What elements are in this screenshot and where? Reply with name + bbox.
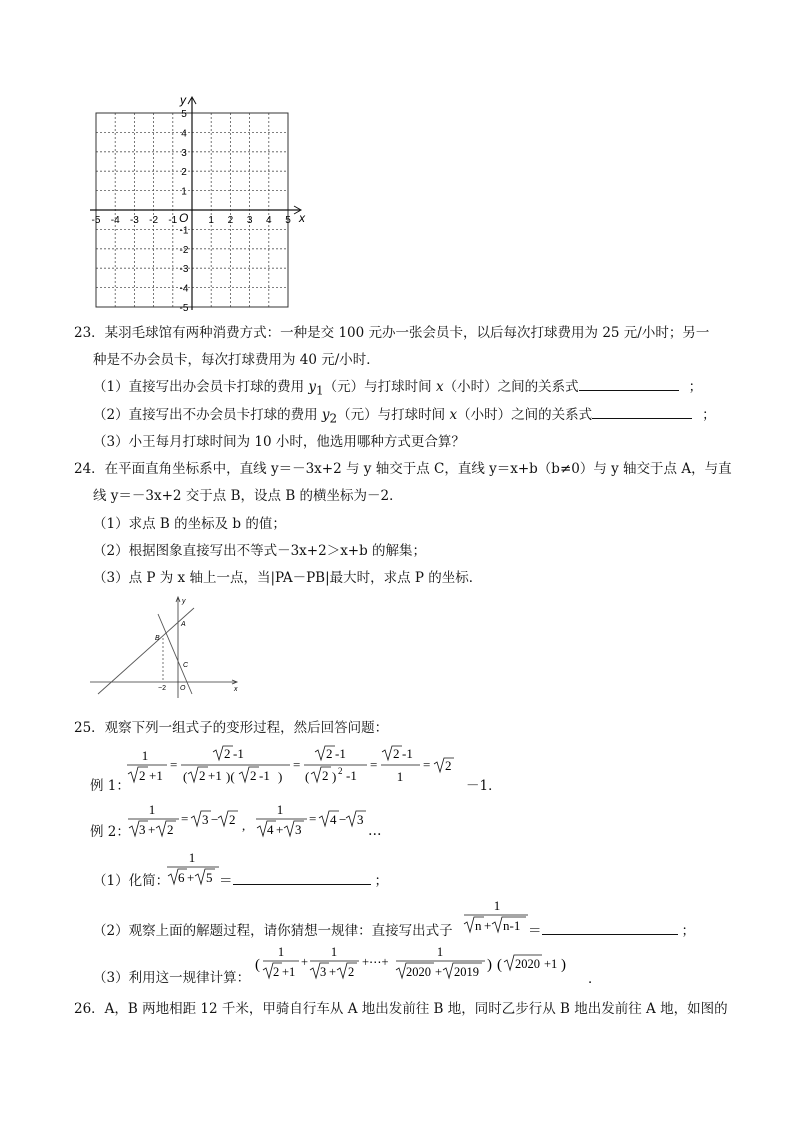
q25-part2-fraction <box>462 896 532 938</box>
q25-ex1-equation <box>125 744 465 792</box>
p3-mult-rad: 2020 <box>515 957 540 971</box>
q23-p1-text-b: （元）与打球时间 <box>323 379 436 395</box>
q23-p2-text-b: （元）与打球时间 <box>337 407 450 423</box>
ex2-comma: , <box>242 818 246 833</box>
q23-part2 <box>93 406 716 428</box>
x-tick-label: -3 <box>129 215 139 226</box>
q23-p2-text-a: （2）直接写出不办会员卡打球的费用 <box>93 407 322 423</box>
q24-label-y: y <box>182 598 186 605</box>
p1-num: 1 <box>188 850 196 865</box>
p3-f1-den-b: +1 <box>282 965 296 979</box>
q25-ex1-label: 例 1： <box>90 778 130 794</box>
svg-text:(: ( <box>305 769 310 784</box>
x-tick-label: 5 <box>285 215 291 226</box>
ex1-f2-den-rad-a: 2 <box>199 768 206 783</box>
p2-num: 1 <box>493 898 501 913</box>
y-tick-label: 5 <box>181 109 187 120</box>
p3-f2-num: 1 <box>330 945 338 959</box>
ex2-f1-num: 1 <box>148 802 156 817</box>
y-tick-label: -5 <box>179 303 189 312</box>
ex1-eq3: = <box>370 757 378 772</box>
q23-p1-sub: 1 <box>316 383 324 398</box>
p3-f3-den-a: 2020 <box>406 965 431 979</box>
q23-p2-x: x <box>449 407 458 423</box>
ex2-f2-den-b: 3 <box>295 822 302 837</box>
x-tick-label: 3 <box>246 215 253 226</box>
y-tick-label: 2 <box>181 167 187 179</box>
svg-text:)(: )( <box>226 769 235 784</box>
x-tick-label: 4 <box>266 215 272 226</box>
q25-ex2-equation <box>125 800 385 842</box>
ex1-f2-den-m1: -1 <box>259 768 270 783</box>
y-tick-label: -3 <box>179 264 189 276</box>
q25-p1-end: ； <box>374 873 388 889</box>
p2-den-a: n <box>475 918 482 933</box>
q23-part3: （3）小王每月打球时间为 10 小时，他选用哪种方式更合算？ <box>93 434 465 450</box>
ex1-f3-den-rad: 2 <box>322 768 329 783</box>
q23-p2-answer-blank[interactable] <box>592 418 692 419</box>
q23-p1-answer-blank[interactable] <box>579 390 679 391</box>
q25-part1-label: （1）化简： <box>93 873 170 889</box>
p3-f3-num: 1 <box>436 945 444 959</box>
p3-plus1: + <box>301 955 309 969</box>
ex2-f2-num: 1 <box>276 802 284 817</box>
ex2-f1-plus: + <box>148 822 156 837</box>
ex1-f2-num-rad: 2 <box>224 746 231 761</box>
ex1-f3-den-sq: 2 <box>338 766 343 776</box>
p3-f1-num: 1 <box>277 945 285 959</box>
q25-p1-answer-blank[interactable] <box>233 884 371 885</box>
q23-line1: 23．某羽毛球馆有两种消费方式：一种是交 100 元办一张会员卡，以后每次打球费用为 25 元/小时；另一 <box>74 325 710 341</box>
coordinate-grid-figure <box>86 92 308 312</box>
y-axis-label: y <box>180 93 186 107</box>
ex2-eq2: = <box>309 811 317 826</box>
ex1-f4-den: 1 <box>396 769 404 784</box>
p3-dots: +⋯+ <box>362 955 389 969</box>
q23-p1-end: ； <box>688 379 703 395</box>
y-tick-label: -1 <box>179 225 189 237</box>
svg-text:): ) <box>278 769 283 784</box>
p3-f2-den-b: 2 <box>348 965 355 979</box>
q24-label-A: A <box>181 621 186 628</box>
p3-f1-den-a: 2 <box>273 965 280 979</box>
q24-line2: 线 y＝－3x+2 交于点 B，设点 B 的横坐标为－2． <box>93 488 403 504</box>
y-tick-label: 4 <box>181 128 187 140</box>
q24-part3: （3）点 P 为 x 轴上一点，当|PA－PB|最大时，求点 P 的坐标． <box>93 570 483 586</box>
ex1-eq2: = <box>293 757 301 772</box>
ex1-f2-den-p1: +1 <box>208 768 222 783</box>
origin-label: O <box>179 211 189 225</box>
q24-label-neg2: −2 <box>158 685 166 692</box>
q25-part3-expression <box>253 942 593 986</box>
q25-part3-end: ． <box>588 971 602 987</box>
p3-f2-den-a: 3 <box>320 965 327 979</box>
p3-f3-plus: + <box>435 965 443 979</box>
q25-part1-answer <box>219 872 388 890</box>
x-axis-label: x <box>299 211 305 225</box>
p3-f2-plus: + <box>329 965 337 979</box>
ex2-f2-den-a: 4 <box>267 822 274 837</box>
ex1-f3-den-m1: -1 <box>346 768 357 783</box>
svg-text:(: ( <box>497 957 502 973</box>
ex1-f3-num-m1: -1 <box>335 746 346 761</box>
p2-den-plus: + <box>484 918 492 933</box>
x-tick-label: -4 <box>110 215 120 226</box>
ex1-f1-den-rad: 2 <box>139 768 146 783</box>
ex1-f4-num-m1: -1 <box>402 746 413 761</box>
q24-label-B: B <box>155 635 160 642</box>
y-tick-label: -4 <box>179 283 189 295</box>
ex2-r1-minus: − <box>211 812 219 827</box>
q23-p2-text-c: （小时）之间的关系式 <box>457 407 593 423</box>
ex1-f2-num-m1: -1 <box>233 746 244 761</box>
svg-text:): ) <box>332 769 337 784</box>
q25-p2-answer-blank[interactable] <box>542 934 678 935</box>
q23-p2-end: ； <box>702 407 716 423</box>
ex2-r2-b: 3 <box>357 812 364 827</box>
ex1-f1-num: 1 <box>141 748 149 763</box>
q24-label-x: x <box>234 686 238 693</box>
svg-text:): ) <box>487 957 492 973</box>
q23-p2-var: y <box>321 407 330 423</box>
ex2-f1-den-a: 3 <box>139 822 146 837</box>
q25-ex2-label: 例 2： <box>90 824 130 840</box>
q24-line1: 24．在平面直角坐标系中，直线 y＝－3x+2 与 y 轴交于点 C，直线 y＝x+b（b≠0）与 y 轴交于点 A，与直 <box>74 461 732 477</box>
q23-p1-x: x <box>435 379 444 395</box>
p3-mult-plus1: +1 <box>544 957 558 971</box>
q23-line2: 种是不办会员卡，每次打球费用为 40 元/小时． <box>93 352 380 368</box>
q24-label-C: C <box>183 662 189 669</box>
line-y-eq-x-plus-b <box>98 608 194 694</box>
q24-lines-figure <box>88 594 244 704</box>
p2-den-b: n-1 <box>503 918 521 933</box>
q24-part2: （2）根据图象直接写出不等式－3x+2＞x+b 的解集； <box>93 543 427 559</box>
q25-p2-end: ； <box>681 923 695 939</box>
ex1-eq4: = <box>423 757 431 772</box>
q23-p1-var: y <box>308 379 317 395</box>
q25-ex1-tail: －1． <box>466 778 502 794</box>
q25-part2-text: （2）观察上面的解题过程，请你猜想一规律：直接写出式子 <box>93 923 453 939</box>
q23-part1 <box>93 378 702 400</box>
ex2-r2-a: 4 <box>330 812 337 827</box>
q24-part1: （1）求点 B 的坐标及 b 的值； <box>93 516 286 532</box>
ex2-r2-minus: − <box>339 812 347 827</box>
q25-line1: 25．观察下列一组式子的变形过程，然后回答问题： <box>74 720 389 736</box>
ex1-f2-den-rad-b: 2 <box>250 768 257 783</box>
p1-den-b: 5 <box>206 870 213 885</box>
p1-equals: ＝ <box>219 873 233 889</box>
x-tick-label: 1 <box>208 215 214 226</box>
svg-text:(: ( <box>183 769 188 784</box>
ex1-f1-den-plus1: +1 <box>149 768 163 783</box>
y-tick-label: 1 <box>181 186 187 198</box>
svg-text:): ) <box>561 957 566 973</box>
p1-den-plus: + <box>187 870 195 885</box>
y-tick-label: -2 <box>179 244 189 256</box>
ex2-f1-den-b: 2 <box>167 822 174 837</box>
y-tick-label: 3 <box>181 147 187 159</box>
ex2-f2-plus: + <box>276 822 284 837</box>
p1-den-a: 6 <box>178 870 185 885</box>
x-tick-label: -2 <box>149 215 159 226</box>
p3-f3-den-b: 2019 <box>454 965 479 979</box>
q23-p2-sub: 2 <box>329 411 338 426</box>
x-tick-label: -5 <box>91 215 101 226</box>
q24-label-O: O <box>180 685 186 692</box>
q25-ex2-tail: … <box>368 823 382 839</box>
ex2-r1-a: 3 <box>202 812 209 827</box>
q25-part3-text: （3）利用这一规律计算： <box>93 970 251 986</box>
ex2-eq1: = <box>181 811 189 826</box>
q25-part2-answer <box>528 922 695 940</box>
x-tick-label: 2 <box>227 215 234 226</box>
ex1-eq1: = <box>170 757 178 772</box>
x-tick-label: -1 <box>168 215 178 226</box>
svg-text:(: ( <box>255 957 260 973</box>
x-tick-labels <box>92 215 292 226</box>
q23-p1-text-a: （1）直接写出办会员卡打球的费用 <box>93 379 309 395</box>
ex1-result-rad: 2 <box>445 758 452 773</box>
ex1-f4-num-rad: 2 <box>393 746 400 761</box>
q23-p1-text-c: （小时）之间的关系式 <box>443 379 579 395</box>
p2-equals: ＝ <box>528 923 542 939</box>
q26-line1: 26．A，B 两地相距 12 千米，甲骑自行车从 A 地出发前往 B 地，同时乙步行从 B 地出发前往 A 地，如图的 <box>74 1001 728 1017</box>
ex1-f3-num-rad: 2 <box>326 746 333 761</box>
ex2-r1-b: 2 <box>229 812 236 827</box>
